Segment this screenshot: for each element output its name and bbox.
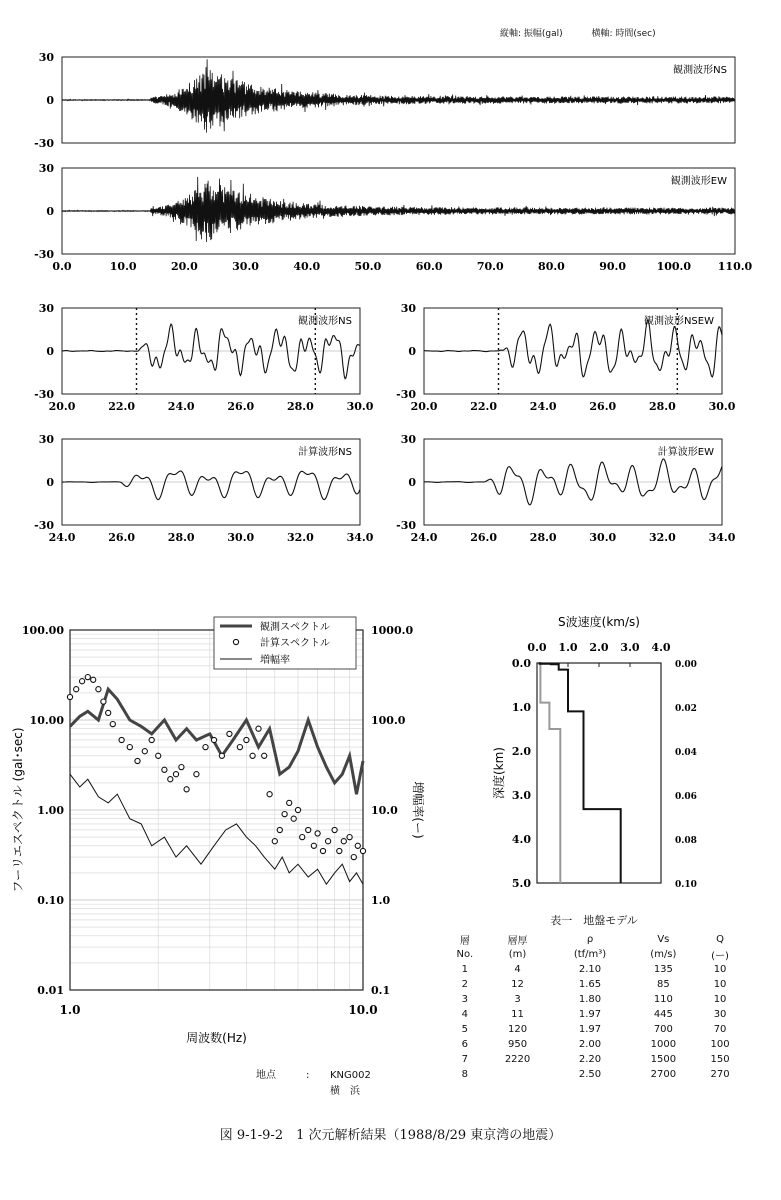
table-cell: 110: [653, 994, 673, 1005]
table-cell: (m/s): [650, 949, 677, 960]
y2-tick-label: 100.0: [371, 714, 406, 727]
y-tick-label: 30: [400, 433, 416, 446]
table-header-row: [444, 932, 744, 947]
table-cell: 30: [713, 1009, 727, 1020]
table-cell: 1500: [650, 1054, 677, 1065]
x-tick-label: 20.0: [48, 400, 76, 413]
calculated-spectrum-point: [127, 745, 132, 750]
table-cell: 層厚: [507, 936, 528, 947]
y2-axis-label: 増幅率(ー): [411, 781, 425, 839]
table-cell: 5: [461, 1024, 468, 1035]
x-tick-label: 80.0: [538, 260, 565, 273]
table-cell: 1.65: [578, 979, 602, 990]
panel-title: 観測波形NSEW: [643, 316, 714, 327]
x-tick-label: 26.0: [227, 400, 255, 413]
calculated-spectrum-point: [272, 839, 277, 844]
y2-tick-label: 0.10: [675, 880, 697, 890]
table-cell: 2220: [504, 1054, 531, 1065]
calculated-spectrum-point: [168, 777, 173, 782]
calculated-spectrum-point: [106, 710, 111, 715]
panel-title: 観測波形NS: [673, 65, 727, 76]
y-tick-label: -30: [34, 137, 54, 150]
calculated-spectrum-point: [262, 753, 267, 758]
x-tick-label: 90.0: [599, 260, 627, 273]
table-cell: 10: [713, 979, 727, 990]
table-cell: 1000: [650, 1039, 677, 1050]
table-unit-row: [444, 947, 744, 962]
calculated-spectrum-point: [244, 737, 249, 742]
y2-tick-label: 0.06: [675, 792, 697, 802]
table-cell: 1.97: [578, 1024, 602, 1035]
x-tick-label: 22.0: [470, 400, 497, 413]
legend: [214, 617, 356, 669]
table-row: [444, 1067, 744, 1082]
calculated-spectrum-point: [67, 694, 72, 699]
y2-tick-label: 0.00: [675, 660, 697, 670]
x-tick-label: 26.0: [470, 531, 497, 544]
x-tick-label: 1.0: [558, 641, 578, 654]
table-cell: 4: [514, 964, 521, 975]
table-cell: 4: [461, 1009, 468, 1020]
table-cell: 2.20: [578, 1054, 602, 1065]
calculated-spectrum-point: [351, 855, 356, 860]
calculated-spectrum-point: [295, 807, 300, 812]
x-tick-label: 110.0: [717, 260, 753, 273]
calculated-spectrum-point: [287, 800, 292, 805]
site-name: 横 浜: [330, 1086, 360, 1097]
table-cell: 2700: [650, 1069, 677, 1080]
y-tick-label: 0.0: [511, 657, 531, 670]
calculated-spectrum-point: [250, 753, 255, 758]
site-label: 地点: [256, 1070, 276, 1081]
calculated-spectrum-point: [162, 767, 167, 772]
table-cell: 1: [461, 964, 468, 975]
x-tick-label: 30.0: [589, 531, 617, 544]
calculated-spectrum-point: [267, 792, 272, 797]
x-tick-label: 20.0: [410, 400, 438, 413]
calculated-spectrum-point: [149, 737, 154, 742]
table-cell: 1.97: [578, 1009, 602, 1020]
y-tick-label: 0: [46, 345, 54, 358]
wave-panel-obs-ns-zoom: [34, 302, 374, 413]
x-tick-label: 30.0: [232, 260, 259, 273]
table-cell: 445: [653, 1009, 673, 1020]
x-tick-label: 26.0: [108, 531, 135, 544]
y-tick-label: 30: [400, 302, 416, 315]
table-row: [444, 1007, 744, 1022]
wave-panel-calc-ew: [396, 433, 736, 544]
table-cell: 100: [710, 1039, 730, 1050]
wave-panel-obs-ns-full: [34, 51, 735, 150]
waveform-line: [62, 177, 735, 242]
vertical-axis-note: 縦軸: 振幅(gal): [500, 29, 563, 39]
panel-title: 計算波形EW: [657, 447, 714, 458]
calculated-spectrum-point: [142, 749, 147, 754]
table-cell: 2: [461, 979, 468, 990]
y-tick-label: 0: [408, 476, 416, 489]
calculated-spectrum-point: [256, 726, 261, 731]
panel-title: 観測波形NS: [298, 316, 352, 327]
calculated-spectrum-point: [135, 758, 140, 763]
calculated-spectrum-point: [110, 722, 115, 727]
site-separator: :: [306, 1070, 310, 1081]
table-cell: ρ: [586, 934, 594, 945]
table-cell: 10: [713, 964, 727, 975]
table-cell: 70: [713, 1024, 727, 1035]
y-tick-label: 2.0: [511, 745, 531, 758]
site-info: [256, 1068, 371, 1100]
waveform-line: [62, 471, 360, 500]
calculated-spectrum-point: [341, 839, 346, 844]
y-tick-label: 0: [46, 476, 54, 489]
y2-tick-label: 10.0: [371, 804, 398, 817]
wave-panel-calc-ns: [34, 433, 374, 544]
table-row: [444, 1037, 744, 1052]
calculated-spectrum-point: [119, 737, 124, 742]
x-tick-label: 10.0: [109, 260, 137, 273]
table-cell: (ー): [711, 951, 729, 962]
calculated-spectrum-point: [91, 677, 96, 682]
calculated-spectrum-point: [101, 699, 106, 704]
horizontal-axis-note: 横軸: 時間(sec): [591, 29, 656, 39]
table-cell: 層: [459, 936, 470, 947]
x-tick-label: 60.0: [415, 260, 443, 273]
calculated-spectrum-point: [173, 772, 178, 777]
table-cell: 2.00: [578, 1039, 602, 1050]
table-cell: 10: [713, 994, 727, 1005]
legend-swatch-calculated: [233, 639, 238, 644]
calculated-spectrum-point: [277, 827, 282, 832]
x-tick-label: 30.0: [708, 400, 736, 413]
y-tick-label: -30: [34, 519, 54, 532]
table-cell: (tf/m³): [573, 949, 607, 960]
table-cell: No.: [456, 949, 474, 960]
table-cell: Vs: [657, 934, 670, 945]
y2-tick-label: 1000.0: [371, 624, 414, 637]
y-tick-label: 1.0: [511, 701, 531, 714]
calculated-spectrum-point: [332, 827, 337, 832]
calculated-spectrum-point: [211, 737, 216, 742]
x-tick-label: 28.0: [167, 531, 195, 544]
y-tick-label: -30: [396, 388, 416, 401]
x-tick-label: 32.0: [649, 531, 676, 544]
panel-title: 観測波形EW: [670, 176, 727, 187]
y-tick-label: 10.00: [29, 714, 64, 727]
x-tick-label: 26.0: [589, 400, 617, 413]
calculated-spectrum-point: [291, 816, 296, 821]
y2-tick-label: 0.1: [371, 984, 391, 997]
calculated-spectrum-point: [184, 787, 189, 792]
ground-model-table: [444, 912, 744, 1082]
table-cell: 2.10: [578, 964, 602, 975]
x-tick-label: 28.0: [649, 400, 676, 413]
y-tick-label: -30: [396, 519, 416, 532]
y-tick-label: 30: [38, 51, 54, 64]
x-tick-label: 24.0: [48, 531, 76, 544]
table-row: [444, 962, 744, 977]
figure-caption: 図 9-1-9-2 1 次元解析結果（1988/8/29 東京湾の地震）: [219, 1128, 562, 1143]
calculated-spectrum-point: [227, 731, 232, 736]
y-tick-label: 0: [46, 94, 54, 107]
table-cell: 1.80: [578, 994, 602, 1005]
table-cell: [486, 1067, 550, 1082]
x-tick-label: 0.0: [527, 641, 547, 654]
table-cell: 8: [461, 1069, 468, 1080]
table-cell: 3: [461, 994, 468, 1005]
x-tick-label: 30.0: [346, 400, 374, 413]
calculated-spectrum-point: [360, 848, 365, 853]
vs-profile-black: [540, 663, 621, 883]
table-cell: 135: [653, 964, 673, 975]
table-cell: 950: [508, 1039, 528, 1050]
y-tick-label: 100.00: [21, 624, 64, 637]
calculated-spectrum-point: [203, 745, 208, 750]
legend-label-amplification: 増幅率: [260, 655, 290, 666]
x-tick-label: 24.0: [529, 400, 557, 413]
y-tick-label: 0: [46, 205, 54, 218]
x-tick-label: 1.0: [59, 1003, 81, 1017]
legend-label-calculated: 計算スペクトル: [260, 638, 330, 649]
waveform-charts: [0, 0, 781, 560]
y-tick-label: 30: [38, 433, 54, 446]
x-tick-label: 24.0: [167, 400, 195, 413]
table-row: [444, 1022, 744, 1037]
calculated-spectrum-point: [282, 812, 287, 817]
calculated-spectrum-point: [85, 675, 90, 680]
table-cell: 2.50: [578, 1069, 602, 1080]
fourier-spectrum-chart: [11, 617, 426, 1045]
y-axis-label: 深度(km): [492, 746, 506, 800]
table-row: [444, 977, 744, 992]
x-tick-label: 32.0: [287, 531, 314, 544]
calculated-spectrum-point: [320, 848, 325, 853]
calculated-spectrum-point: [355, 843, 360, 848]
y-tick-label: 30: [38, 302, 54, 315]
table-row: [444, 1052, 744, 1067]
calculated-spectrum-point: [326, 839, 331, 844]
x-tick-label: 20.0: [170, 260, 198, 273]
x-tick-label: 50.0: [354, 260, 382, 273]
y-tick-label: 0.10: [37, 894, 64, 907]
calculated-spectrum-point: [337, 848, 342, 853]
table-cell: 3: [514, 994, 521, 1005]
y-tick-label: 30: [38, 162, 54, 175]
table-cell: 12: [511, 979, 524, 990]
calculated-spectrum-point: [74, 687, 79, 692]
legend-label-observed: 観測スペクトル: [260, 622, 330, 633]
y-axis-label: フーリエスペクトル (gal･sec): [11, 727, 25, 893]
y2-tick-label: 0.04: [675, 748, 697, 758]
y-tick-label: -30: [34, 248, 54, 261]
x-tick-label: 100.0: [656, 260, 692, 273]
x-tick-label: 70.0: [476, 260, 504, 273]
x-tick-label: 40.0: [293, 260, 321, 273]
s-wave-velocity-chart: [491, 614, 697, 890]
site-code: KNG002: [330, 1070, 371, 1081]
x-axis-label: 周波数(Hz): [186, 1031, 247, 1045]
x-tick-label: 34.0: [346, 531, 374, 544]
y-tick-label: 0.01: [37, 984, 64, 997]
calculated-spectrum-point: [80, 679, 85, 684]
calculated-spectrum-point: [194, 772, 199, 777]
table-cell: Q: [716, 934, 724, 945]
calculated-spectrum-point: [311, 843, 316, 848]
calculated-spectrum-point: [300, 835, 305, 840]
table-cell: 270: [710, 1069, 730, 1080]
table-cell: 150: [710, 1054, 730, 1065]
y-tick-label: 5.0: [511, 877, 531, 890]
table-cell: 120: [508, 1024, 528, 1035]
vs-profile-gray: [540, 663, 560, 883]
waveform-line: [62, 59, 735, 132]
amplification-line: [70, 774, 363, 884]
table-cell: 700: [653, 1024, 673, 1035]
waveform-line: [62, 324, 360, 379]
y-tick-label: 4.0: [511, 833, 531, 846]
y-tick-label: 0: [408, 345, 416, 358]
y-tick-label: 3.0: [511, 789, 531, 802]
calculated-spectrum-point: [96, 687, 101, 692]
wave-panel-obs-ew-full: [34, 162, 752, 273]
wave-panel-obs-ew-zoom: [396, 302, 736, 413]
ground-model-title: 表一 地盤モデル: [550, 914, 638, 927]
x-tick-label: 30.0: [227, 531, 255, 544]
calculated-spectrum-point: [156, 753, 161, 758]
x-tick-label: 2.0: [589, 641, 609, 654]
calculated-spectrum-point: [219, 753, 224, 758]
table-cell: (m): [508, 949, 527, 960]
x-tick-label: 28.0: [287, 400, 314, 413]
y2-tick-label: 0.02: [675, 704, 697, 714]
table-row: [444, 992, 744, 1007]
panel-title: 計算波形NS: [298, 447, 352, 458]
calculated-spectrum-point: [315, 831, 320, 836]
calculated-spectrum-point: [347, 835, 352, 840]
table-cell: 6: [461, 1039, 468, 1050]
x-tick-label: 34.0: [708, 531, 736, 544]
calculated-spectrum-point: [179, 765, 184, 770]
table-cell: 11: [511, 1009, 524, 1020]
y2-tick-label: 1.0: [371, 894, 391, 907]
calculated-spectrum-point: [237, 745, 242, 750]
table-cell: 85: [656, 979, 670, 990]
y2-tick-label: 0.08: [675, 836, 697, 846]
y-tick-label: -30: [34, 388, 54, 401]
chart-title: S波速度(km/s): [558, 615, 640, 629]
x-tick-label: 22.0: [108, 400, 135, 413]
y-tick-label: 1.00: [37, 804, 64, 817]
x-tick-label: 4.0: [651, 641, 671, 654]
x-tick-label: 0.0: [52, 260, 72, 273]
plot-frame: [537, 663, 661, 883]
x-tick-label: 3.0: [620, 641, 640, 654]
x-tick-label: 24.0: [410, 531, 438, 544]
calculated-spectrum-point: [306, 827, 311, 832]
table-cell: 7: [461, 1054, 468, 1065]
x-tick-label: 10.0: [348, 1003, 378, 1017]
x-tick-label: 28.0: [529, 531, 557, 544]
